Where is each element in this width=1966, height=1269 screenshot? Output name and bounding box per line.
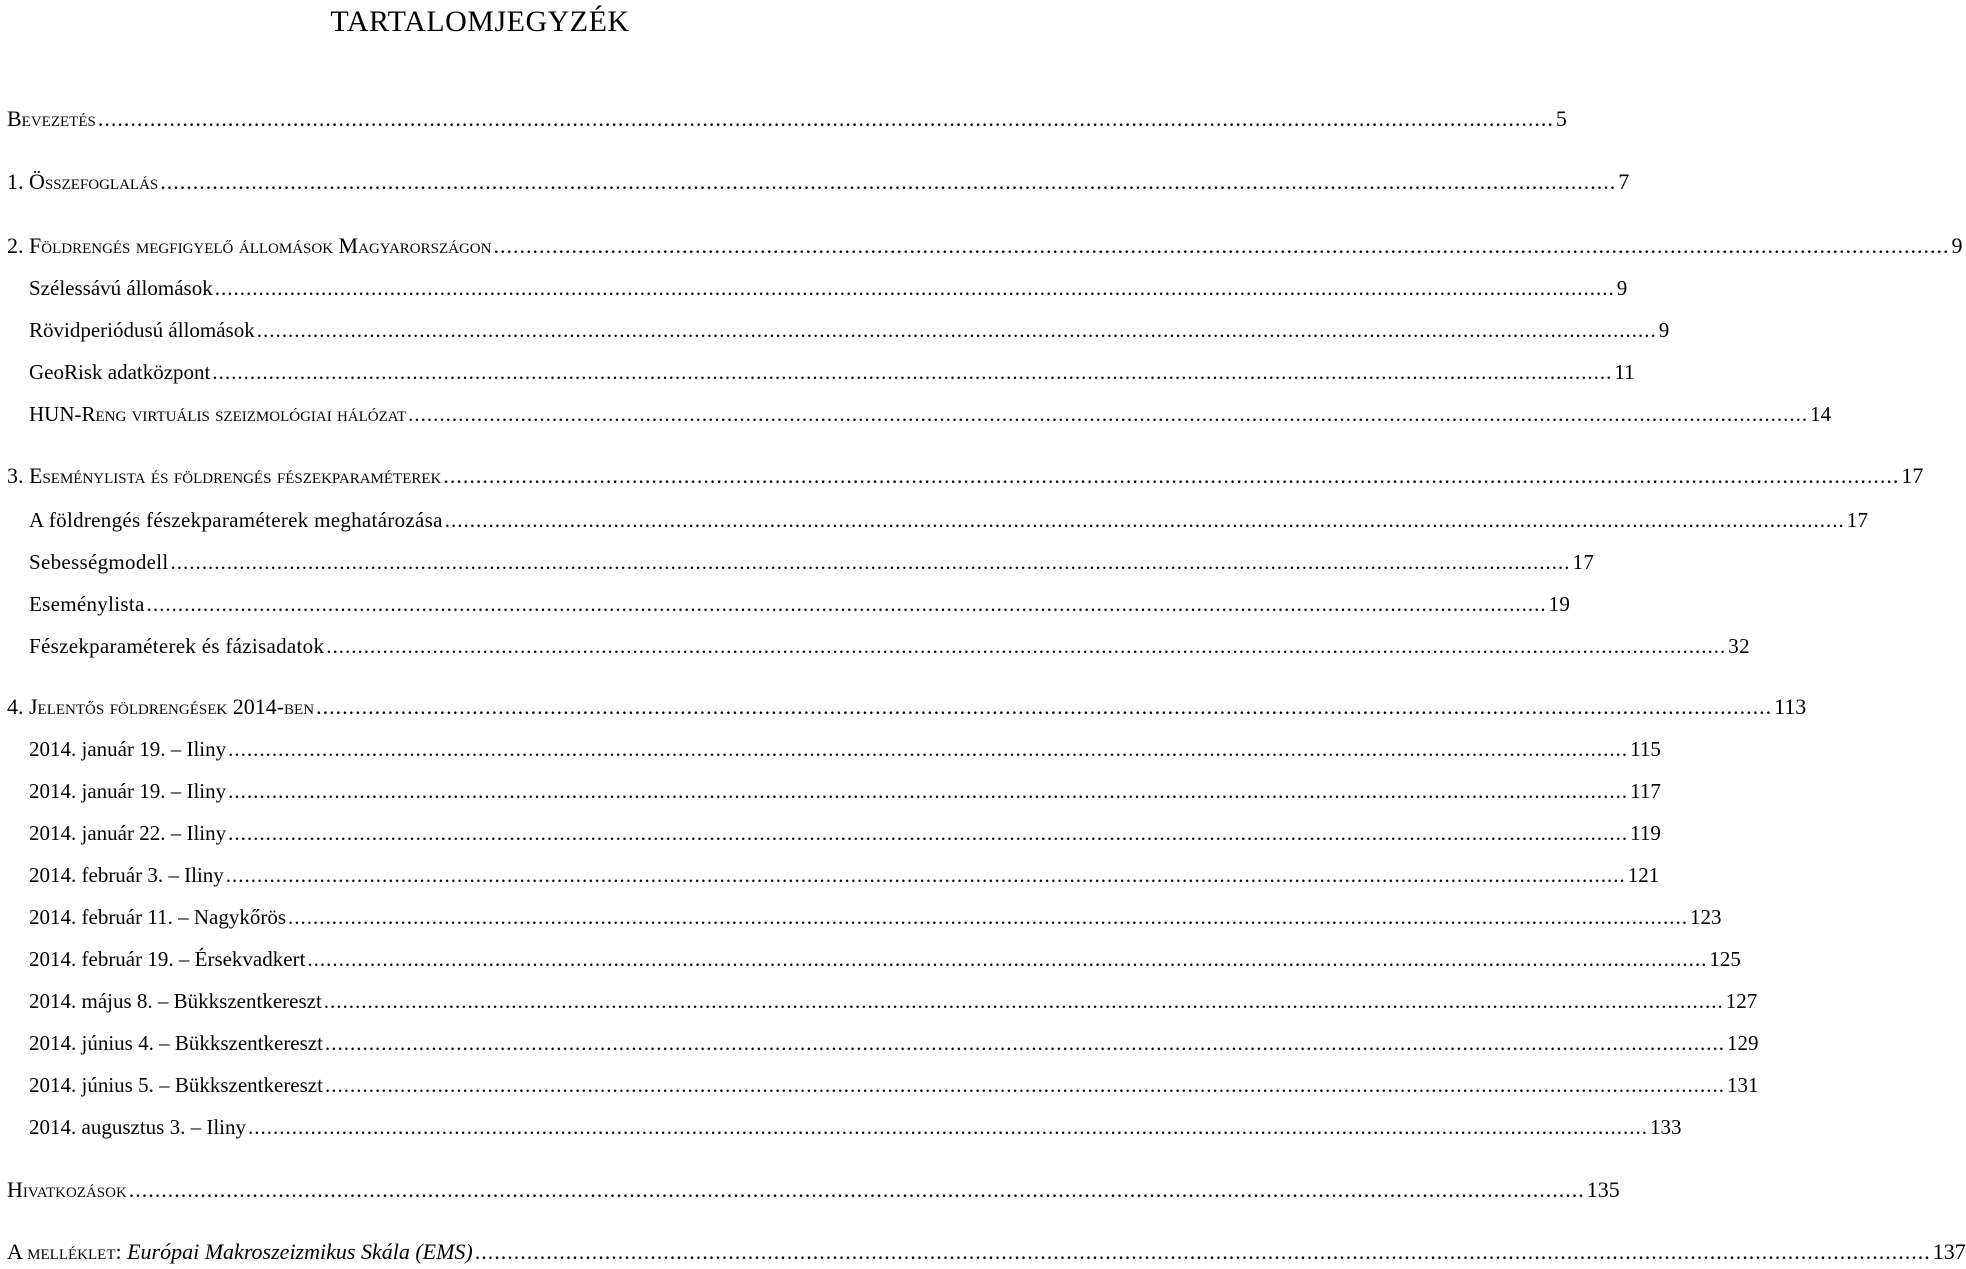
dot-leader: ................................................................................................................................................................................................................................ <box>228 821 1629 845</box>
dot-leader: ................................................................................................................................................................................................................................ <box>324 1073 1725 1097</box>
toc-entry-title: 3. Eseménylista és földrengés fészekparaméterek <box>7 463 442 488</box>
dot-leader: ................................................................................................................................................................................................................................ <box>307 947 1708 971</box>
toc-entry-title: 1. Összefoglalás <box>7 169 159 194</box>
dot-leader: ................................................................................................................................................................................................................................ <box>97 106 1554 131</box>
toc-page-number: 123 <box>1690 905 1722 929</box>
toc-entry-event[interactable] <box>29 734 1661 764</box>
toc-entry-event[interactable] <box>29 818 1661 848</box>
toc-entry-chapter-4[interactable] <box>7 692 1807 722</box>
dot-leader: ................................................................................................................................................................................................................................ <box>443 463 1900 488</box>
page-title: TARTALOMJEGYZÉK <box>330 5 630 38</box>
toc-entry-title: 2014. június 5. – Bükkszentkereszt <box>29 1073 323 1097</box>
dot-leader: ................................................................................................................................................................................................................................ <box>316 694 1773 719</box>
toc-entry-sebessegmodell[interactable] <box>29 547 1595 577</box>
toc-page-number: 17 <box>1901 463 1924 488</box>
dot-leader: ................................................................................................................................................................................................................................ <box>247 1115 1648 1139</box>
toc-entry-title: A földrengés fészekparaméterek meghatározása <box>29 508 443 532</box>
toc-entry-osszefoglalas[interactable] <box>7 167 1630 197</box>
toc-entry-esemenylista[interactable] <box>29 589 1571 619</box>
dot-leader: ................................................................................................................................................................................................................................ <box>256 318 1657 342</box>
dot-leader: ................................................................................................................................................................................................................................ <box>408 402 1809 426</box>
toc-entry-feszekparameterek[interactable] <box>29 631 1750 661</box>
toc-page-number: 115 <box>1630 737 1661 761</box>
toc-entry-georisk[interactable] <box>29 357 1635 387</box>
toc-entry-title: 2. Földrengés megfigyelő állomások Magyarországon <box>7 233 492 258</box>
toc-page-number: 133 <box>1649 1115 1682 1139</box>
toc-entry-event[interactable] <box>29 1070 1759 1100</box>
toc-entry-event[interactable] <box>29 986 1758 1016</box>
toc-page-number: 9 <box>1658 318 1670 342</box>
toc-page-number: 17 <box>1572 550 1595 574</box>
dot-leader: ................................................................................................................................................................................................................................ <box>228 737 1629 761</box>
toc-page-number: 19 <box>1548 592 1571 616</box>
toc-page-number: 14 <box>1810 402 1832 426</box>
toc-entry-title: 2014. január 19. – Iliny <box>29 779 227 803</box>
appendix-label: A melléklet: <box>7 1239 128 1264</box>
toc-page-number: 7 <box>1618 169 1630 194</box>
toc-entry-appendix[interactable] <box>7 1237 1966 1267</box>
toc-entry-bevezetes[interactable] <box>7 104 1567 134</box>
toc-entry-title: Bevezetés <box>7 106 96 131</box>
toc-page-number: 119 <box>1630 821 1661 845</box>
toc-entry-fold-feszek[interactable] <box>29 505 1869 535</box>
toc-entry-event[interactable] <box>29 776 1661 806</box>
toc-page-number: 11 <box>1614 360 1635 384</box>
toc-entry-event[interactable] <box>29 1112 1682 1142</box>
toc-entry-title: HUN-Reng virtuális szeizmológiai hálózat <box>29 402 407 426</box>
toc-page-number: 131 <box>1726 1073 1759 1097</box>
toc-entry-szelessavu[interactable] <box>29 273 1628 303</box>
toc-entry-event[interactable] <box>29 1028 1759 1058</box>
toc-page-number: 32 <box>1728 634 1750 658</box>
toc-page-number: 9 <box>1616 276 1628 300</box>
toc-entry-title: 2014. május 8. – Bükkszentkereszt <box>29 989 322 1013</box>
toc-entry-title: 2014. augusztus 3. – Iliny <box>29 1115 246 1139</box>
appendix-title: Európai Makroszeizmikus Skála (EMS) <box>127 1239 473 1264</box>
toc-page-number: 113 <box>1774 694 1807 719</box>
toc-entry-title: Hivatkozások <box>7 1177 127 1202</box>
toc-entry-title: 2014. január 22. – Iliny <box>29 821 227 845</box>
toc-page-number: 127 <box>1725 989 1758 1013</box>
toc-page-number: 135 <box>1586 1177 1620 1202</box>
dot-leader: ................................................................................................................................................................................................................................ <box>160 169 1617 194</box>
dot-leader: ................................................................................................................................................................................................................................ <box>146 592 1547 616</box>
toc-entry-title: GeoRisk adatközpont <box>29 360 211 384</box>
dot-leader: ................................................................................................................................................................................................................................ <box>326 634 1727 658</box>
toc-entry-title: 2014. február 11. – Nagykőrös <box>29 905 286 929</box>
dot-leader: ................................................................................................................................................................................................................................ <box>323 989 1724 1013</box>
toc-entry-title: Sebességmodell <box>29 550 169 574</box>
dot-leader: ................................................................................................................................................................................................................................ <box>444 508 1845 532</box>
toc-entry-event[interactable] <box>29 902 1722 932</box>
toc-entry-title <box>7 1237 473 1267</box>
toc-entry-event[interactable] <box>29 860 1660 890</box>
dot-leader: ................................................................................................................................................................................................................................ <box>225 863 1626 887</box>
toc-page-number: 5 <box>1555 106 1567 131</box>
dot-leader: ................................................................................................................................................................................................................................ <box>214 276 1615 300</box>
toc-page-number: 129 <box>1726 1031 1759 1055</box>
dot-leader: ................................................................................................................................................................................................................................ <box>493 233 1950 258</box>
dot-leader: ................................................................................................................................................................................................................................ <box>128 1177 1585 1202</box>
dot-leader: ................................................................................................................................................................................................................................ <box>324 1031 1725 1055</box>
toc-page-number: 121 <box>1627 863 1660 887</box>
dot-leader: ................................................................................................................................................................................................................................ <box>474 1239 1931 1264</box>
dot-leader: ................................................................................................................................................................................................................................ <box>170 550 1571 574</box>
toc-entry-title: 4. Jelentős földrengések 2014-ben <box>7 694 315 719</box>
toc-entry-title: Szélessávú állomások <box>29 276 213 300</box>
toc-entry-title: Rövidperiódusú állomások <box>29 318 255 342</box>
toc-entry-rovidperiodusu[interactable] <box>29 315 1670 345</box>
toc-page-number: 9 <box>1951 233 1963 258</box>
toc-page-number: 17 <box>1846 508 1869 532</box>
dot-leader: ................................................................................................................................................................................................................................ <box>212 360 1613 384</box>
toc-entry-chapter-3[interactable] <box>7 461 1924 491</box>
toc-entry-hivatkozasok[interactable] <box>7 1175 1620 1205</box>
toc-entry-title: 2014. február 19. – Érsekvadkert <box>29 947 306 971</box>
dot-leader: ................................................................................................................................................................................................................................ <box>288 905 1688 929</box>
toc-entry-title: 2014. január 19. – Iliny <box>29 737 227 761</box>
toc-entry-event[interactable] <box>29 944 1741 974</box>
toc-entry-hun-reng[interactable] <box>29 399 1832 429</box>
toc-entry-title: 2014. február 3. – Iliny <box>29 863 224 887</box>
dot-leader: ................................................................................................................................................................................................................................ <box>228 779 1629 803</box>
toc-page-number: 117 <box>1630 779 1661 803</box>
toc-entry-title: 2014. június 4. – Bükkszentkereszt <box>29 1031 323 1055</box>
toc-page-number: 125 <box>1709 947 1741 971</box>
toc-entry-title: Eseménylista <box>29 592 145 616</box>
toc-entry-title: Fészekparaméterek és fázisadatok <box>29 634 325 658</box>
toc-entry-chapter-2[interactable] <box>7 231 1963 261</box>
toc-page-number: 137 <box>1932 1239 1966 1264</box>
